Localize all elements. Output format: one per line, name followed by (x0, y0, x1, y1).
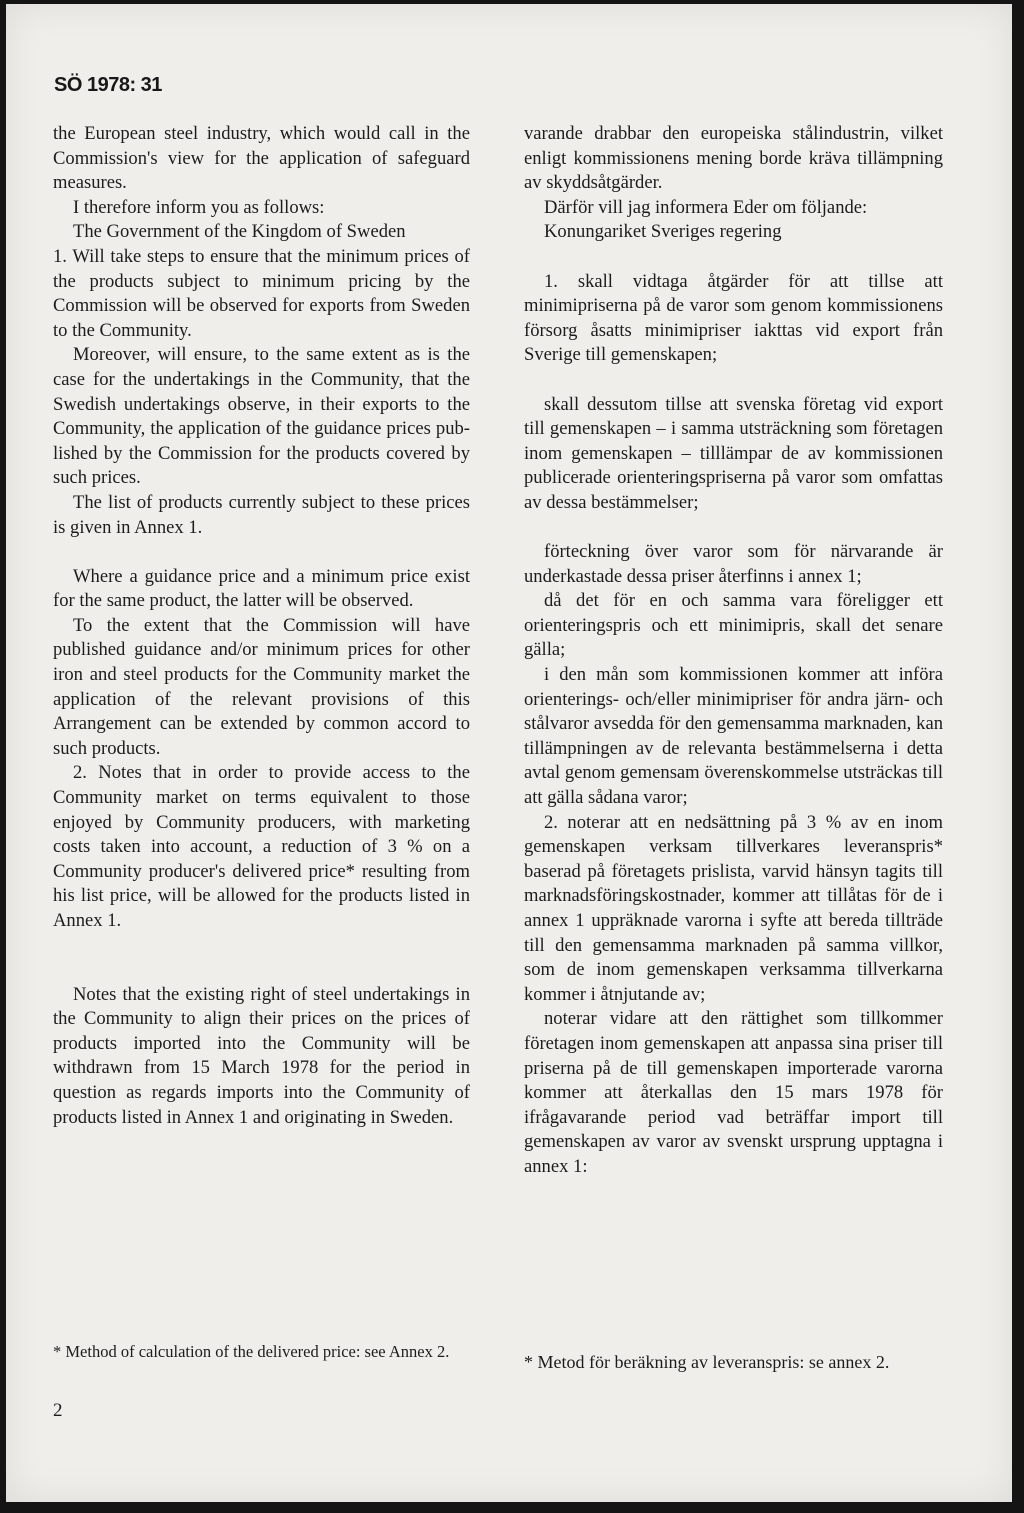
paragraph-point-2: 2. Notes that in order to provide access to the Community market on terms equivalent to those enjoyed by Community producers, with marketing costs taken into account, a reduction of 3 % on a Community producer's delivered price* resulting from his list price, will be allowed for the products listed in Annex 1. (53, 762, 470, 931)
paragraph-point-1: 1. skall vidtaga åtgärder för att tillse att minimipriserna på de varor som genom kommissionens försorg åsatts minimipriser iakttas vid export från Sverige till gemenskapen; (524, 270, 943, 366)
paragraph: I therefore inform you as follows: (73, 196, 325, 218)
document-reference: SÖ 1978: 31 (54, 74, 162, 96)
paragraph-point-1: 1. Will take steps to ensure that the minimum prices of the products subject to minimum pricing by the Commission will be observed for exports from Sweden to the Community. (53, 245, 470, 341)
paragraph: Where a guidance price and a minimum price exist for the same product, the latter will be observed. (53, 565, 470, 612)
document-page (6, 4, 1012, 1502)
footnote-english: * Method of calculation of the delivered price: see Annex 2. (53, 1342, 450, 1361)
paragraph: varande drabbar den europeiska stålindustrin, vilket enligt kommissionens mening borde kräva tillämpning av skyddsåtgärder. (524, 123, 943, 194)
paragraph: skall dessutom tillse att svenska företag vid export till gemenskapen – i samma utsträckning som företagen inom gemenskapen – tilllämpar de av kommissionen publicerade orienteringspriserna på varor som omfattas av dessa bestämmelser; (524, 393, 943, 513)
english-column (53, 122, 470, 1130)
paragraph: Notes that the existing right of steel undertakings in the Community to align their prices on the prices of products imported into the Community will be withdrawn from 15 March 1978 for the period in question as regards imports into the Community of products listed in Annex 1 and originating in Sweden. (53, 983, 470, 1128)
paragraph: Konungariket Sveriges regering (544, 221, 782, 243)
footnote-swedish: * Metod för beräkning av leveranspris: se annex 2. (524, 1352, 890, 1372)
paragraph-point-2: 2. noterar att en nedsättning på 3 % av en inom gemenskapen verksam tillverkares leveranspris* baserad på företagets prislista, varvid hänsyn tagits till marknadsföringskostnader, kommer att tillåtas för de i annex 1 uppräknade varorna i syfte att bereda tillträde till den gemensamma marknaden på samma villkor, som de inom gemenskapen verksamma tillverkarna kommer i åtnjutande av; (524, 811, 943, 1005)
paragraph: då det för en och samma vara föreligger ett orienteringspris och ett minimipris, skall det senare gälla; (524, 590, 943, 661)
paragraph: To the extent that the Commission will have published guidance and/or minimum prices for other iron and steel products for the Community market the application of the relevant provisions of this Arrangement can be extended by common accord to such products. (53, 614, 470, 759)
paragraph: the European steel industry, which would call in the Commission's view for the application of safeguard measures. (53, 123, 470, 194)
paragraph: The list of products currently subject to these prices is given in Annex 1. (53, 491, 470, 538)
paragraph: Moreover, will ensure, to the same extent as is the case for the undertakings in the Community, that the Swedish undertakings observe, in their exports to the Community, the application of the guidance prices published by the Commission for the products covered by such prices. (53, 344, 470, 489)
page-number: 2 (53, 1400, 63, 1421)
paragraph: förteckning över varor som för närvarande är underkastade dessa priser återfinns i annex 1; (524, 541, 943, 587)
paragraph: noterar vidare att den rättighet som tillkommer företagen inom gemenskapen att anpassa sina priser till priserna på de till gemenskapen importerade varorna kommer att återkallas den 15 mars 1978 för ifrågavarande period vad beträffar import till gemenskapen av varor av svenskt ursprung upptagna i annex 1: (524, 1008, 943, 1177)
paragraph: i den mån som kommissionen kommer att införa orienterings- och/eller minimipriser för andra järn- och stålvaror avsedda för den gemensamma marknaden, kan tillämpningen av de relevanta bestämmelserna i detta avtal genom gemensam överenskommelse utsträckas till att gälla sådana varor; (524, 664, 943, 809)
swedish-column (524, 122, 943, 1180)
paragraph: The Government of the Kingdom of Sweden (73, 221, 406, 243)
paragraph: Därför vill jag informera Eder om följande: (544, 196, 868, 218)
